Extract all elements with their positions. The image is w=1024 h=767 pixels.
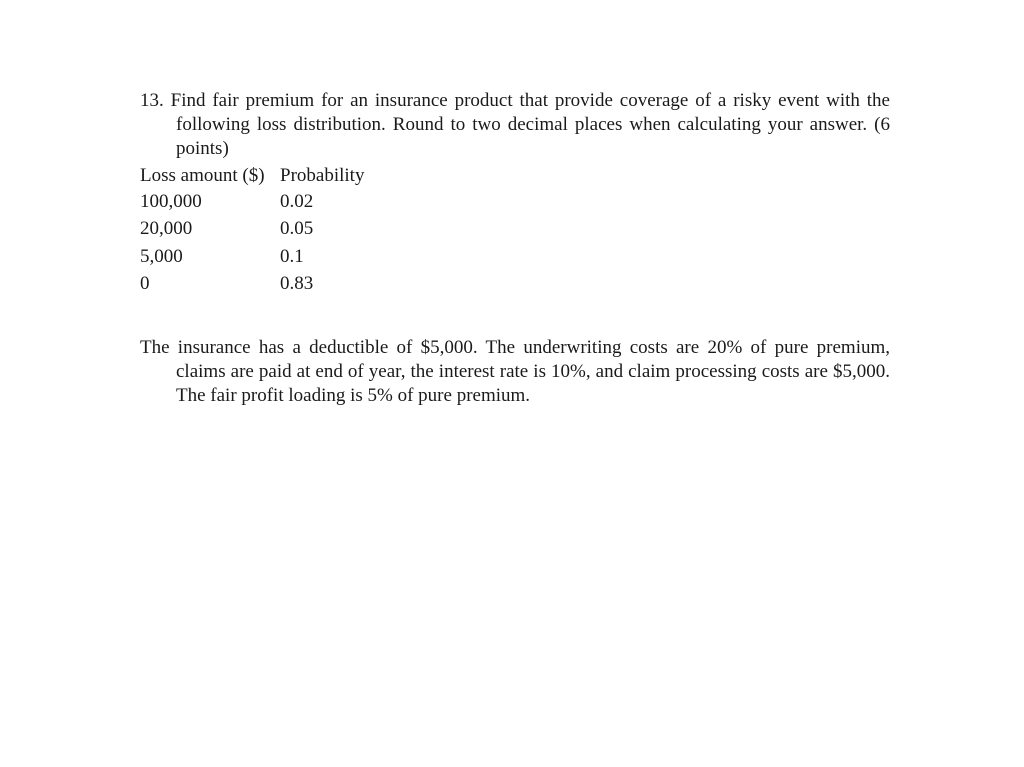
loss-amount-cell: 0: [140, 273, 150, 295]
probability-cell: 0.05: [280, 218, 314, 240]
header-loss-amount: Loss amount ($): [140, 165, 265, 186]
table-row: [140, 188, 364, 216]
table-header-row: [140, 164, 364, 188]
loss-amount-cell: 100,000: [140, 190, 202, 212]
loss-amount-cell: 5,000: [140, 245, 183, 267]
loss-amount-cell: 20,000: [140, 218, 193, 240]
table-row: [140, 243, 364, 271]
probability-cell: 0.02: [280, 190, 314, 212]
header-probability: Probability: [280, 165, 365, 186]
question-text: 13. Find fair premium for an insurance product that provide coverage of a risky event with the following loss distribution. Round to two decimal places when calculating your answer. (6 points): [140, 90, 890, 159]
table-row: [140, 216, 364, 244]
loss-distribution-table: [140, 164, 364, 298]
probability-cell: 0.1: [280, 245, 304, 267]
probability-cell: 0.83: [280, 273, 314, 295]
table-row: [140, 271, 364, 299]
insurance-details-text: The insurance has a deductible of $5,000. The underwriting costs are 20% of pure premium, claims are paid at end of year, the interest rate is 10%, and claim processing costs are $5,000. The fair profit loading is 5% of pure premium.: [140, 337, 890, 406]
